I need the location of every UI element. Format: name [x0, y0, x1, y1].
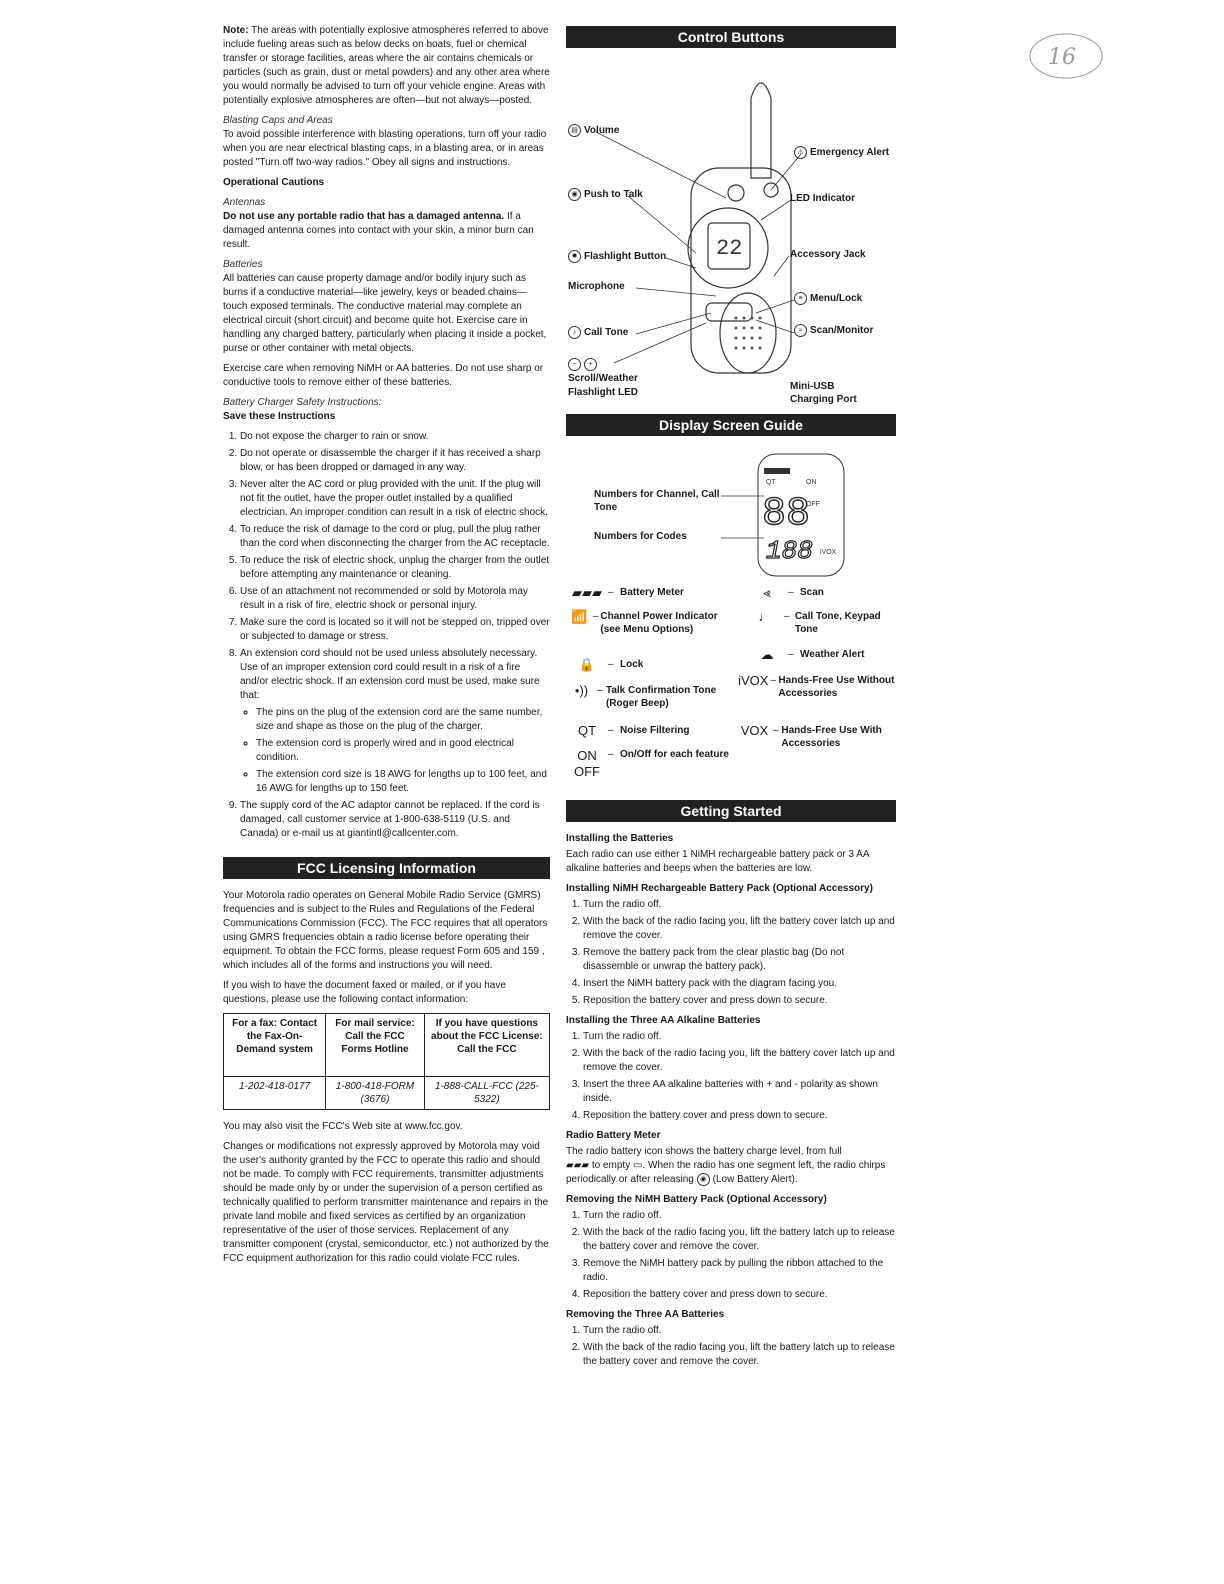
- getting-started-heading: Getting Started: [566, 800, 896, 822]
- flashlight-button-label: ✹ Flashlight Button: [568, 250, 666, 264]
- push-to-talk-label: ◉ Push to Talk: [568, 188, 643, 202]
- code-numbers-label: Numbers for Codes: [594, 531, 687, 542]
- off-indicator: OFF: [806, 501, 820, 508]
- volume-label: ▤ Volume: [568, 124, 619, 138]
- diagram-bottom-labels: [566, 380, 896, 406]
- legend-on-off: ON OFF – On/Off for each feature: [574, 748, 729, 779]
- code-digits: 188: [766, 536, 813, 566]
- batteries-text: All batteries can cause property damage and/or bodily injury such as burns if a conductive material—like jewelry, keys or beaded chains—touch exposed terminals. The conductive material may complete an electrical circuit (short circuit) and become quite hot. Exercise care in handling any charged battery, particularly when placing it inside a pocket, purse or other container with metal objects.: [223, 273, 547, 354]
- radio-display-digits: 22: [716, 236, 743, 261]
- on-symbol: ON: [577, 748, 597, 763]
- meter-title: Radio Battery Meter: [566, 1130, 661, 1141]
- fcc-paragraph-4: Changes or modifications not expressly approved by Motorola may void the user's authority granted by the FCC to operate this radio and should not be made. To comply with FCC requirements, transmitter adjustments should be made only by or under the supervision of a person certified as technically qualified to perform transmitter maintenance and repairs in the private land mobile and fixed services as certified by an organization representative of the user of those services. Replacement of any transmitter component (crystal, semiconductor, etc.) not authorized by the FCC equipment authorization for this radio could violate FCC rules.: [223, 1141, 549, 1264]
- left-column: [223, 24, 550, 1272]
- display-guide-heading: Display Screen Guide: [566, 414, 896, 436]
- flashlight-led-label: Flashlight LED: [568, 387, 638, 398]
- installing-title: Installing the Batteries: [566, 833, 674, 844]
- scan-monitor-label: ≈ Scan/Monitor: [794, 324, 873, 338]
- nimh-title: Installing NiMH Rechargeable Battery Pack (Optional Accessory): [566, 883, 873, 894]
- list-item: 6. Use of an attachment not recommended or sold by Motorola may result in a risk of fire, electric shock or personal injury.: [240, 585, 550, 613]
- table-header-cell: For mail service: Call the FCC Forms Hotline: [326, 1014, 425, 1077]
- list-item: 2. With the back of the radio facing you, lift the battery cover latch up and remove the cover.: [583, 915, 896, 943]
- fcc-paragraph-2: If you wish to have the document faxed or mailed, or if you have questions, please use the following contact information:: [223, 980, 506, 1005]
- ptt-icon: ◉: [697, 1173, 710, 1186]
- vox-symbol: VOX: [740, 723, 769, 738]
- menu-lock-label: ≡ Menu/Lock: [794, 292, 862, 306]
- battery-empty-icon: ▭: [633, 1160, 643, 1171]
- save-instructions: Save these Instructions: [223, 411, 336, 422]
- fcc-heading: FCC Licensing Information: [223, 857, 550, 879]
- list-item: 1. Turn the radio off.: [583, 1030, 896, 1044]
- scan-icon: ⪡: [763, 585, 771, 600]
- emergency-label: ⚠ Emergency Alert: [794, 146, 889, 160]
- list-item: 1. Turn the radio off.: [583, 1324, 896, 1338]
- scan-icon: ≈: [794, 324, 807, 337]
- channel-numbers-label: Numbers for Channel, Call Tone: [594, 489, 720, 513]
- remove-aa-title: Removing the Three AA Batteries: [566, 1309, 725, 1321]
- list-item: 2. Do not operate or disassemble the charger if it has received a sharp blow, or has been dropped or damaged in any way.: [240, 447, 550, 475]
- battery-meter-icon: ▰▰▰: [572, 585, 602, 600]
- radio-diagram: [566, 58, 896, 385]
- ivox-symbol: iVOX: [738, 673, 769, 688]
- list-item: 1. Turn the radio off.: [583, 898, 896, 912]
- fcc-contact-table: [223, 1013, 550, 1110]
- remove-nimh-steps: [566, 1209, 896, 1302]
- microphone-label: Microphone: [568, 281, 625, 292]
- list-item: 9. The supply cord of the AC adaptor cannot be replaced. If the cord is damaged, call customer service at 1-800-638-5119 (U.S. and Canada) or e-mail us at giantintl@callcenter.com.: [240, 799, 550, 841]
- legend-call-tone: ♩ – Call Tone, Keypad Tone: [746, 610, 896, 636]
- weather-alert-icon: ☁: [760, 647, 774, 662]
- bullet-item: ◦ The extension cord size is 18 AWG for lengths up to 100 feet, and 16 AWG for lengths up to 150 feet.: [256, 768, 550, 796]
- talk-confirmation-icon: •)): [574, 683, 589, 698]
- remove-aa-steps: [566, 1324, 896, 1369]
- list-item: 3. Remove the battery pack from the clear plastic bag (Do not disassemble or unwrap the battery pack).: [583, 946, 896, 974]
- bullet-item: ◦ The pins on the plug of the extension cord are the same number, size and shape as those on the plug of the charger.: [256, 706, 550, 734]
- control-buttons-heading: Control Buttons: [566, 26, 896, 48]
- note-paragraph: [223, 24, 550, 108]
- display-legend: [566, 586, 896, 796]
- ptt-icon: ◉: [568, 188, 581, 201]
- list-item: 4. To reduce the risk of damage to the cord or plug, pull the plug rather than the cord when disconnecting the charger from the AC receptacle.: [240, 523, 550, 551]
- list-item: 7. Make sure the cord is located so it will not be stepped on, tripped over or subjected to damage or stress.: [240, 616, 550, 644]
- antennas-text: If a damaged antenna comes into contact with your skin, a minor burn can result.: [223, 211, 534, 250]
- right-column: [566, 24, 896, 1373]
- bullet-item: ◦ The extension cord is properly wired and in good electrical condition.: [256, 737, 550, 765]
- fcc-paragraph-1: Your Motorola radio operates on General Mobile Radio Service (GMRS) frequencies and is subject to the Rules and Regulations of the Federal Communications Commission (FCC). The FCC requires that all operators using GMRS frequencies obtain a radio license before operating their equipment. To obtain the FCC forms, please request Form 605 and 159 , which includes all of the forms and instructions you will need.: [223, 890, 548, 971]
- installing-text: Each radio can use either 1 NiMH rechargeable battery pack or 3 AA alkaline batteries and beeps when the batteries are low.: [566, 849, 869, 874]
- nimh-steps: [566, 898, 896, 1008]
- legend-ivox: iVOX – Hands-Free Use Without Accessories: [736, 674, 896, 700]
- list-item: 5. To reduce the risk of electric shock, unplug the charger from the outlet before attempting any maintenance or cleaning.: [240, 554, 550, 582]
- display-screen-illustration: [566, 446, 896, 586]
- legend-scan: ⪡ – Scan: [746, 586, 824, 600]
- qt-symbol: QT: [577, 723, 597, 738]
- fcc-paragraph-3: You may also visit the FCC's Web site at www.fcc.gov.: [223, 1121, 463, 1132]
- scroll-weather-label: − + Scroll/Weather: [568, 358, 638, 386]
- exercise-text: Exercise care when removing NiMH or AA batteries. Do not use sharp or conductive tools to remove either of these batteries.: [223, 363, 544, 388]
- legend-qt: QT – Noise Filtering: [566, 724, 689, 738]
- channel-power-icon: 📶: [571, 609, 588, 624]
- led-indicator-label: LED Indicator: [790, 193, 856, 204]
- charger-list: [223, 430, 550, 841]
- list-item: 4. Reposition the battery cover and press down to secure.: [583, 1109, 896, 1123]
- table-row: [224, 1077, 550, 1110]
- lock-icon: 🔒: [578, 657, 596, 672]
- on-indicator: ON: [806, 479, 817, 486]
- list-item: 1. Turn the radio off.: [583, 1209, 896, 1223]
- mini-usb-label: Mini-USB Charging Port: [790, 381, 857, 405]
- list-item: 2. With the back of the radio facing you, lift the battery latch up to release the battery cover and remove the cover.: [583, 1341, 896, 1369]
- list-item: 3. Insert the three AA alkaline batteries with + and - polarity as shown inside.: [583, 1078, 896, 1106]
- op-cautions-heading: Operational Cautions: [223, 177, 325, 188]
- vox-indicator: iVOX: [820, 549, 837, 556]
- qt-indicator: QT: [766, 479, 776, 486]
- legend-lock: 🔒 – Lock: [566, 658, 643, 672]
- off-symbol: OFF: [574, 764, 600, 779]
- table-cell: 1-202-418-0177: [224, 1077, 326, 1110]
- legend-battery: ▰▰▰ – Battery Meter: [566, 586, 684, 600]
- display-screen-figure: [566, 446, 896, 586]
- legend-weather: ☁ – Weather Alert: [746, 648, 864, 662]
- extension-bullets: [240, 706, 550, 796]
- list-item: 1. Do not expose the charger to rain or snow.: [240, 430, 550, 444]
- handwritten-page-mark: [1028, 30, 1108, 90]
- blasting-title: Blasting Caps and Areas: [223, 115, 333, 126]
- table-cell: 1-800-418-FORM (3676): [326, 1077, 425, 1110]
- antennas-warning: Do not use any portable radio that has a damaged antenna.: [223, 211, 505, 222]
- menu-icon: ≡: [794, 292, 807, 305]
- table-header-cell: For a fax: Contact the Fax-On-Demand system: [224, 1014, 326, 1077]
- minus-icon: −: [568, 358, 581, 371]
- emergency-icon: ⚠: [794, 146, 807, 159]
- legend-vox: VOX – Hands-Free Use With Accessories: [736, 724, 896, 750]
- list-item: [240, 647, 550, 796]
- accessory-jack-label: Accessory Jack: [790, 249, 866, 260]
- call-tone-label: ♪ Call Tone: [568, 326, 628, 340]
- aa-steps: [566, 1030, 896, 1123]
- legend-channel-power: 📶 – Channel Power Indicator (see Menu Options): [566, 610, 736, 636]
- list-item: 3. Never alter the AC cord or plug provided with the unit. If the plug will not fit the outlet, have the proper outlet installed by a qualified electrician. An improper condition can result in a risk of electric shock.: [240, 478, 550, 520]
- antennas-paragraph: [223, 210, 550, 252]
- table-cell: 1-888-CALL-FCC (225-5322): [424, 1077, 549, 1110]
- antennas-title: Antennas: [223, 197, 266, 208]
- table-header-row: [224, 1014, 550, 1077]
- corner-mark-text: 16: [1048, 45, 1076, 70]
- blasting-text: To avoid possible interference with blasting operations, turn off your radio when you are near electrical blasting caps, in a blasting area, or in areas posted "Turn off two-way radios." Obey all signs and instructions.: [223, 129, 547, 168]
- note-icon: ♩: [758, 609, 772, 624]
- batteries-title: Batteries: [223, 259, 263, 270]
- list-item: 2. With the back of the radio facing you, lift the battery latch up to release the battery cover and remove the cover.: [583, 1226, 896, 1254]
- note-label: Note:: [223, 25, 249, 36]
- aa-title: Installing the Three AA Alkaline Batteries: [566, 1015, 761, 1026]
- list-item: 4. Insert the NiMH battery pack with the diagram facing you.: [583, 977, 896, 991]
- list-item: 5. Reposition the battery cover and press down to secure.: [583, 994, 896, 1008]
- list-item: 3. Remove the NiMH battery pack by pulling the ribbon attached to the radio.: [583, 1257, 896, 1285]
- channel-digits: 88: [762, 492, 811, 537]
- plus-icon: +: [584, 358, 597, 371]
- flashlight-icon: ✹: [568, 250, 581, 263]
- table-header-cell: If you have questions about the FCC License: Call the FCC: [424, 1014, 549, 1077]
- note-text: The areas with potentially explosive atmospheres referred to above include fueling areas such as below decks on boats, fuel or chemical transfer or storage facilities, areas where the air contains chemicals or particles (such as grain, dust or metal powders) and any other area where you would normally be advised to turn off your vehicle engine. Areas with potentially explosive atmospheres are often—but not always—posted.: [223, 25, 550, 106]
- charger-title: Battery Charger Safety Instructions:: [223, 397, 382, 408]
- list-item: 2. With the back of the radio facing you, lift the battery cover latch up and remove the cover.: [583, 1047, 896, 1075]
- call-tone-icon: ♪: [568, 326, 581, 339]
- remove-nimh-title: Removing the NiMH Battery Pack (Optional Accessory): [566, 1194, 827, 1206]
- battery-full-icon: ▰▰▰: [566, 1160, 590, 1171]
- list-item-text: An extension cord should not be used unless absolutely necessary. Use of an improper extension cord could result in a risk of a fire and/or electric shock. If an extension cord must be used, make sure that:: [240, 648, 540, 701]
- volume-icon: ▤: [568, 124, 581, 137]
- legend-talk-confirmation: •)) – Talk Confirmation Tone (Roger Beep): [566, 684, 736, 710]
- list-item: 4. Reposition the battery cover and press down to secure.: [583, 1288, 896, 1302]
- meter-text: The radio battery icon shows the battery charge level, from full ▰▰▰ to empty ▭. When the radio has one segment left, the radio chirps periodically or after releasing ◉ (Low Battery Alert).: [566, 1146, 886, 1186]
